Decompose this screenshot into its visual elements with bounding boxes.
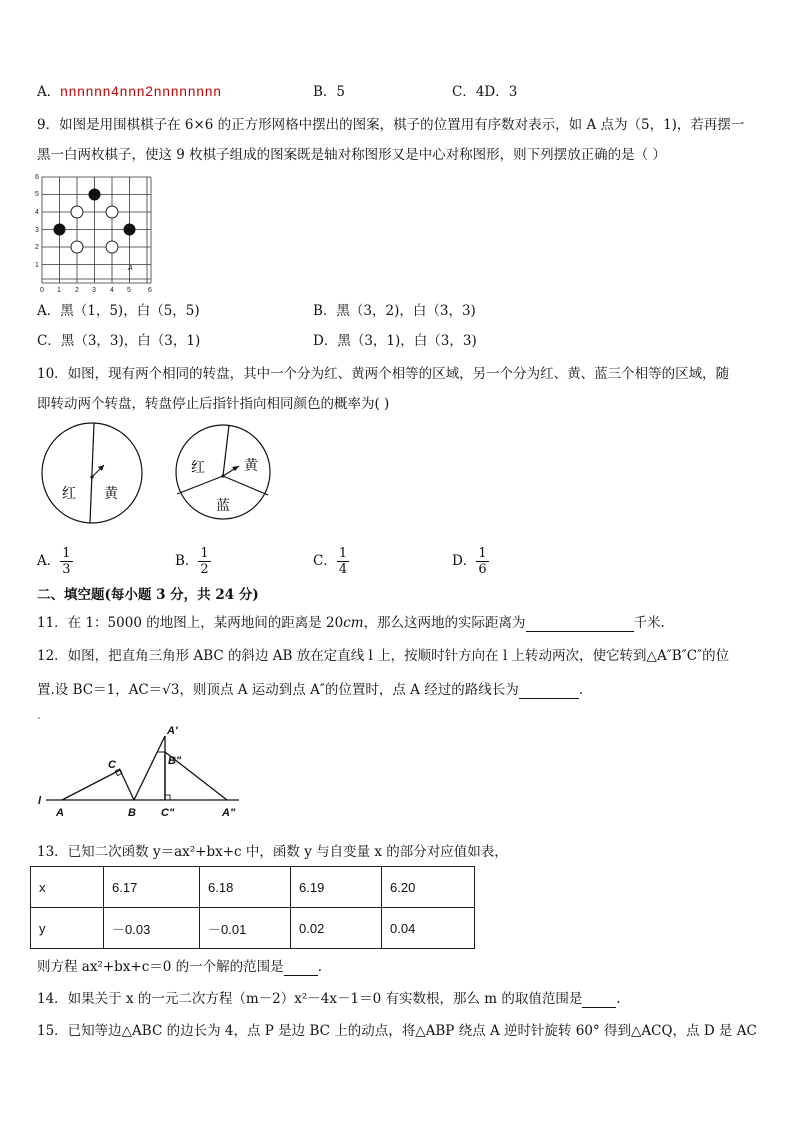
answer-blank xyxy=(284,961,318,976)
x-tick: 3 xyxy=(92,287,96,294)
y-tick: 2 xyxy=(35,244,39,251)
q11-stem: 11．在 1：5000 的地图上，某两地间的距离是 20cm，那么这两地的实际距离为 千米. xyxy=(37,615,665,631)
q12-stem-line1: 12．如图，把直角三角形 ABC 的斜边 AB 放在定直线 l 上，按顺时针方向在 l 上转动两次，使它转到△A″B″C″的位 xyxy=(37,648,730,664)
black-stone xyxy=(54,224,66,236)
point-a-label: A xyxy=(128,265,133,272)
table-cell: x xyxy=(31,867,104,908)
q10-option-a: A． $\frac{1}{3}$ xyxy=(37,546,71,577)
table-cell: 6.17 xyxy=(104,867,200,908)
table-cell: 6.20 xyxy=(382,867,475,908)
spinner-1-yellow: 黄 xyxy=(104,485,118,501)
q10-option-b: B． $\frac{1}{2}$ xyxy=(175,546,209,577)
q8-option-a xyxy=(37,83,222,101)
q13-value-table xyxy=(30,866,475,949)
spinner-1-red: 红 xyxy=(62,485,76,501)
table-row xyxy=(31,908,475,949)
q9-option-a: A．黑（1，5)，白（5，5) xyxy=(37,303,200,319)
black-stone xyxy=(124,224,136,236)
point-b-label: B xyxy=(128,807,136,819)
black-stone xyxy=(89,189,101,201)
q9-stem-line1: 9．如图是用围棋棋子在 6×6 的正方形网格中摆出的图案，棋子的位置用有序数对表示，如 A 点为（5，1)，若再摆一 xyxy=(37,117,745,133)
white-stone xyxy=(106,206,118,218)
white-stone xyxy=(106,241,118,253)
table-cell: 0.04 xyxy=(382,908,475,949)
line-l-label: l xyxy=(38,795,42,807)
q9-option-c: C．黑（3，3)，白（3，1) xyxy=(37,333,201,349)
q8-option-a-text: nnnnnn4nnn2nnnnnnnn xyxy=(60,84,222,99)
table-cell: －0.03 xyxy=(104,908,200,949)
y-tick: 6 xyxy=(35,174,39,181)
q10-stem-line2: 即转动两个转盘，转盘停止后指针指向相同颜色的概率为( ) xyxy=(37,396,390,412)
spinner-2-yellow: 黄 xyxy=(244,457,258,473)
x-tick: 6 xyxy=(148,287,152,294)
answer-blank xyxy=(582,993,616,1008)
q8-option-cd: C．4D．3 xyxy=(452,84,518,100)
q14-stem: 14．如果关于 x 的一元二次方程（m－2）x²－4x－1＝0 有实数根，那么 m 的取值范围是 . xyxy=(37,991,621,1007)
q8-option-b: B．5 xyxy=(313,84,346,100)
x-tick: 1 xyxy=(57,287,61,294)
q8-option-a-label: A． xyxy=(37,84,61,100)
q13-stem-line2: 则方程 ax²+bx+c＝0 的一个解的范围是 . xyxy=(37,959,322,975)
table-cell: y xyxy=(31,908,104,949)
table-cell: 6.18 xyxy=(200,867,291,908)
q15-stem: 15．已知等边△ABC 的边长为 4，点 P 是边 BC 上的动点，将△ABP 绕点 A 逆时针旋转 60° 得到△ACQ，点 D 是 AC xyxy=(37,1023,757,1039)
x-tick: 5 xyxy=(127,287,131,294)
table-cell: 6.19 xyxy=(291,867,382,908)
white-stone xyxy=(71,241,83,253)
q9-option-b: B．黑（3，2)，白（3，3) xyxy=(313,303,476,319)
q10-option-c: C． $\frac{1}{4}$ xyxy=(313,546,348,577)
point-a-double-prime-label: A" xyxy=(222,807,236,819)
q10-spinner-figure xyxy=(36,420,276,530)
spinner-2-blue: 蓝 xyxy=(216,497,230,513)
point-c-label: C xyxy=(108,759,116,771)
y-tick: 3 xyxy=(35,227,39,234)
section-heading: 二、填空题(每小题 3 分，共 24 分) xyxy=(37,587,259,603)
point-a-prime-label: A' xyxy=(167,725,178,737)
q9-option-d: D．黑（3，1)，白（3，3) xyxy=(313,333,477,349)
answer-blank xyxy=(519,684,579,699)
table-cell: －0.01 xyxy=(200,908,291,949)
x-tick: 0 xyxy=(40,287,44,294)
y-tick: 4 xyxy=(35,209,39,216)
point-b-double-prime-label: B" xyxy=(168,755,182,767)
spinner-2-red: 红 xyxy=(191,459,205,475)
q9-go-board-figure xyxy=(32,170,162,294)
point-c-double-prime-label: C" xyxy=(161,807,175,819)
q10-option-d: D． $\frac{1}{6}$ xyxy=(452,546,487,577)
x-tick: 4 xyxy=(110,287,114,294)
q13-stem-line1: 13．已知二次函数 y＝ax²+bx+c 中，函数 y 与自变量 x 的部分对应值如表， xyxy=(37,844,508,860)
y-tick: 5 xyxy=(35,191,39,198)
q9-stem-line2: 黑一白两枚棋子，使这 9 枚棋子组成的图案既是轴对称图形又是中心对称图形，则下列摆放正确的是（ ） xyxy=(37,147,666,163)
table-cell: 0.02 xyxy=(291,908,382,949)
table-row xyxy=(31,867,475,908)
white-stone xyxy=(71,206,83,218)
q12-stem-line2: 置.设 BC＝1，AC＝√3，则顶点 A 运动到点 A″的位置时，点 A 经过的路线长为 . xyxy=(37,682,584,698)
y-tick: 1 xyxy=(35,262,39,269)
answer-blank xyxy=(526,617,634,632)
q10-stem-line1: 10．如图，现有两个相同的转盘，其中一个分为红、黄两个相等的区域，另一个分为红、黄、蓝三个相等的区域，随 xyxy=(37,366,730,382)
q12-triangle-figure xyxy=(34,714,244,824)
x-tick: 2 xyxy=(75,287,79,294)
point-a-label: A xyxy=(56,807,64,819)
